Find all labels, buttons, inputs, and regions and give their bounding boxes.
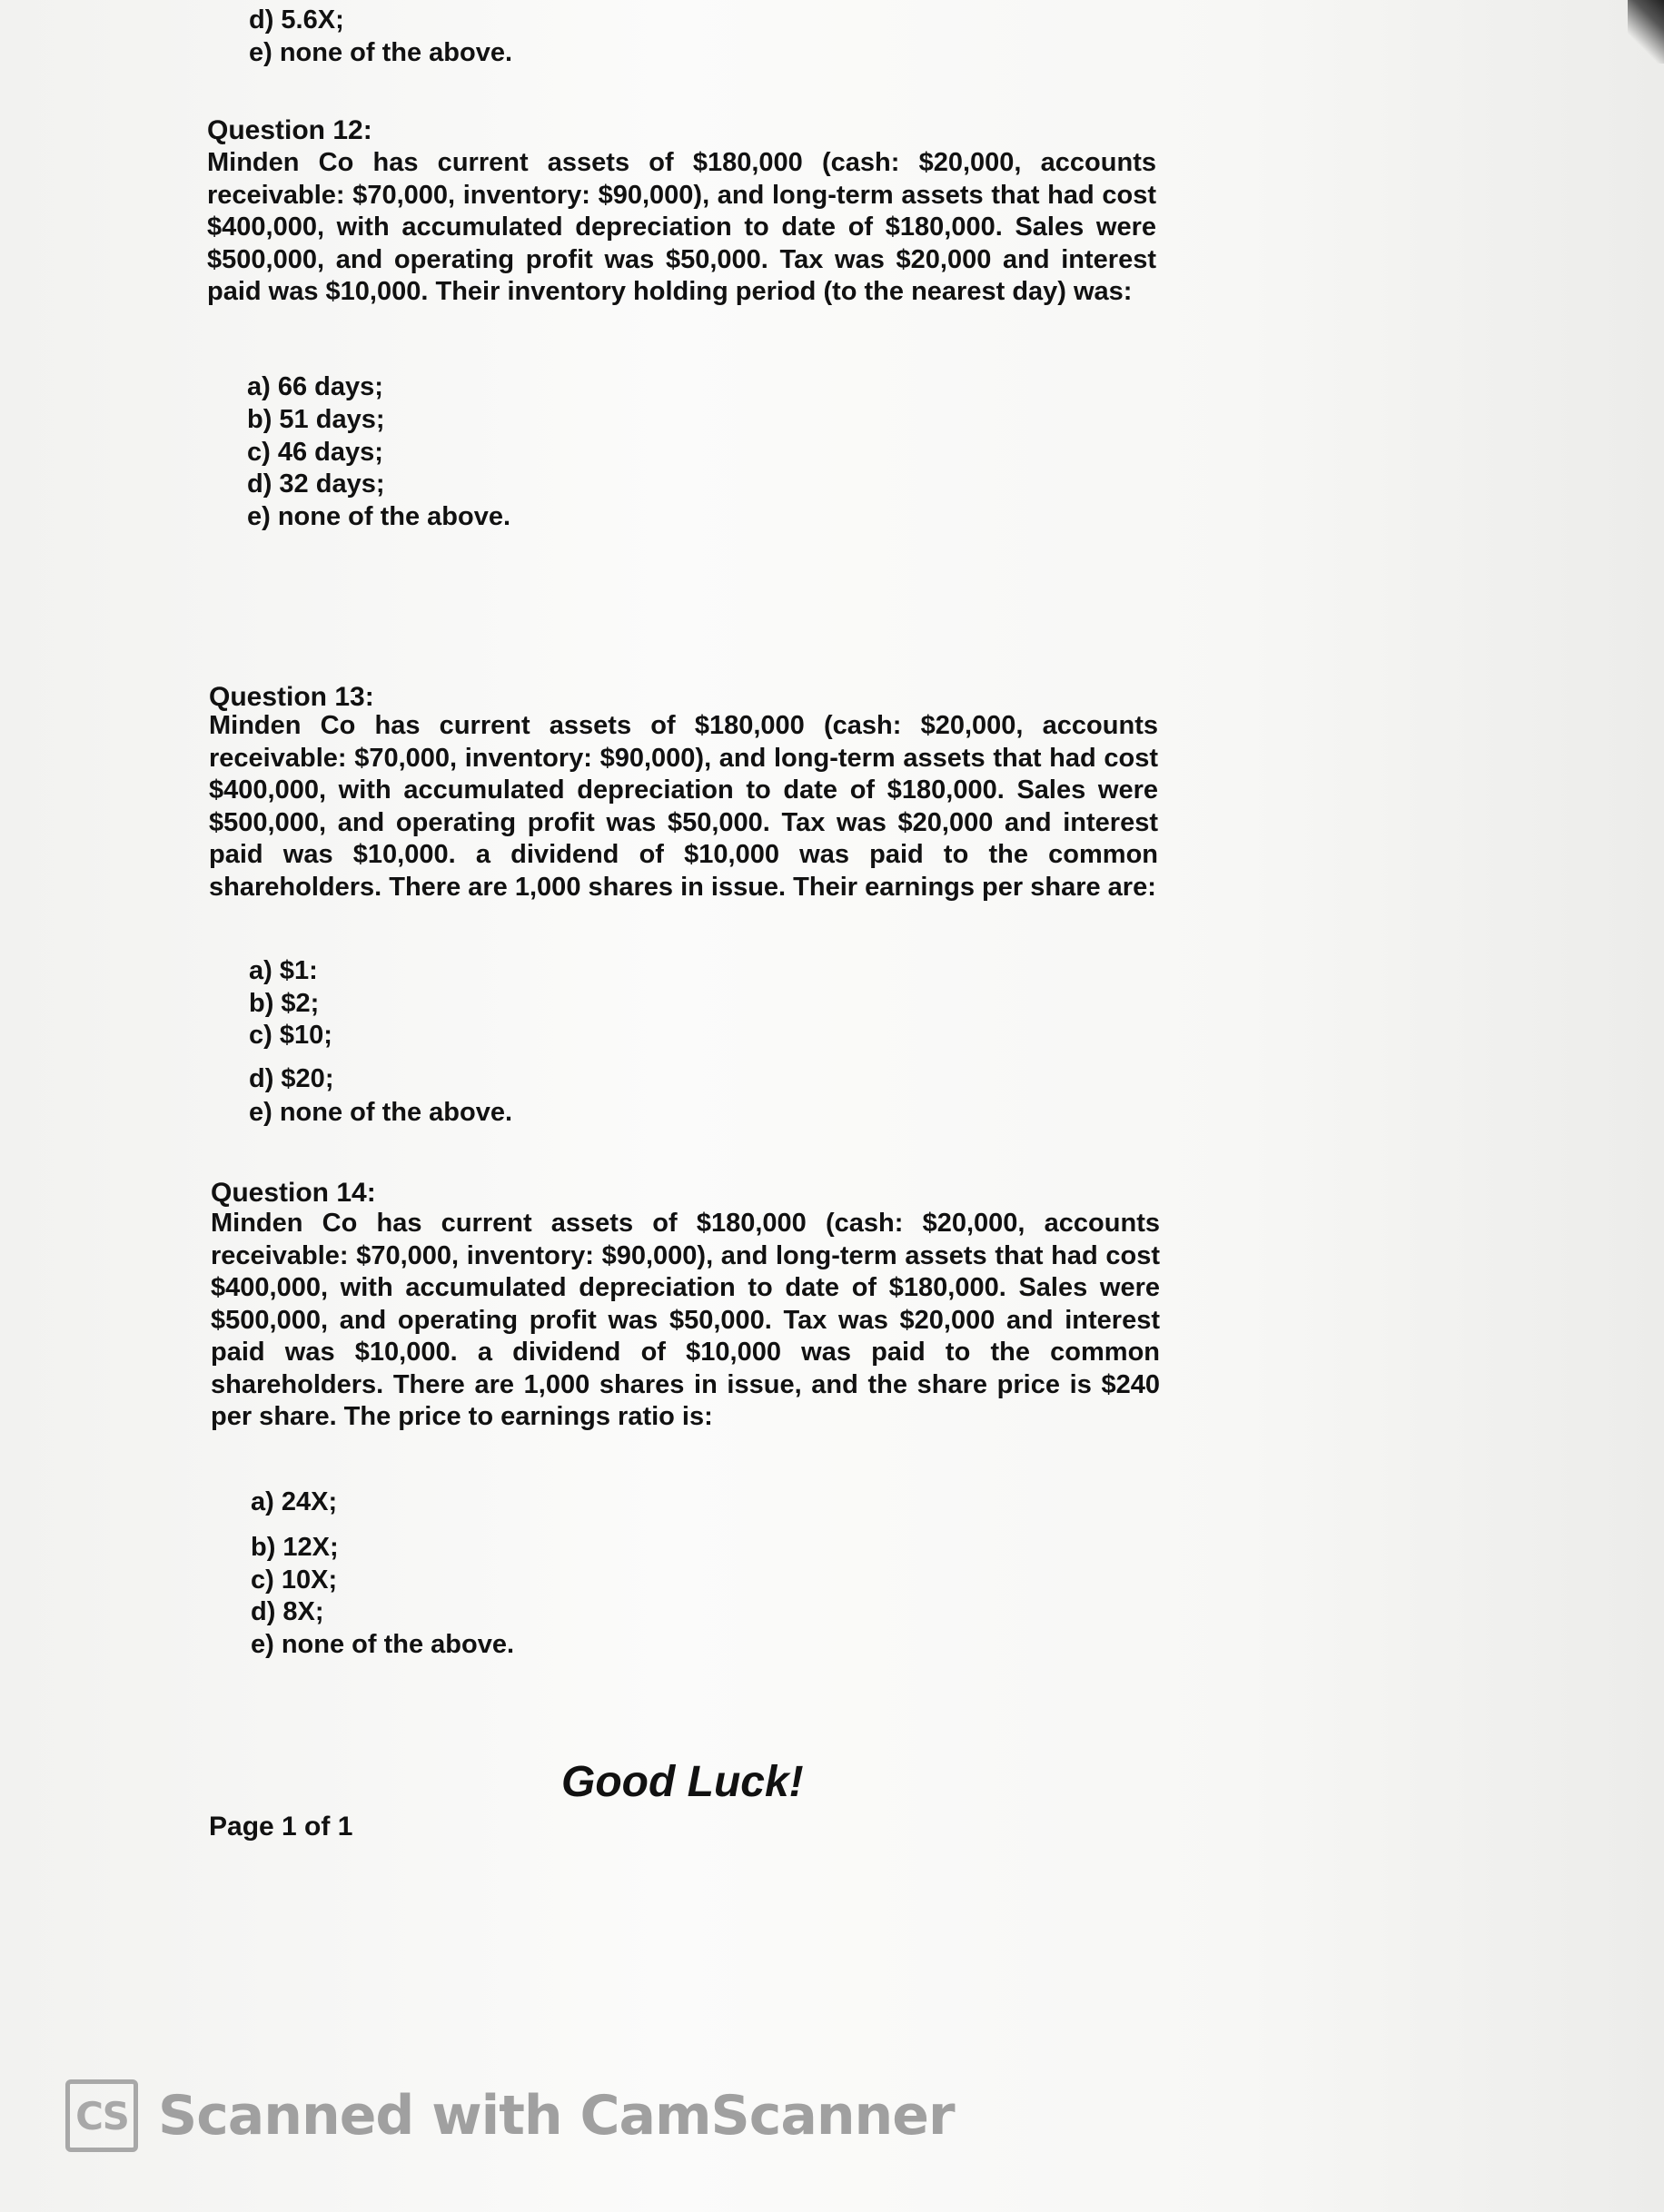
watermark-text: Scanned with CamScanner: [158, 2084, 955, 2148]
question-12-heading: Question 12:: [207, 115, 372, 145]
question-13-option-e: e) none of the above.: [249, 1098, 513, 1127]
question-14-option-b: b) 12X;: [251, 1533, 339, 1562]
question-12-option-e: e) none of the above.: [247, 502, 511, 531]
question-13-option-b: b) $2;: [249, 989, 320, 1018]
question-14-text: Minden Co has current assets of $180,000 (cash: $20,000, accounts receivable: $70,000, inventory: $90,000), and long-term assets that had cost $400,000, with accumulated depreciation to date of $180,000. Sales were $500,000, and operating profit was $50,000. Tax was $20,000 and interest paid was $10,000. a dividend of $10,000 was paid to the common shareholders. There are 1,000 shares in issue, and the share price is $240 per share. The price to earnings ratio is:: [211, 1209, 1160, 1431]
question-12-text: Minden Co has current assets of $180,000 (cash: $20,000, accounts receivable: $70,000, inventory: $90,000), and long-term assets that had cost $400,000, with accumulated depreciation to date of $180,000. Sales were $500,000, and operating profit was $50,000. Tax was $20,000 and interest paid was $10,000. Their inventory holding period (to the nearest day) was:: [207, 148, 1156, 306]
question-12-option-b: b) 51 days;: [247, 405, 385, 434]
question-12-option-c: c) 46 days;: [247, 438, 383, 467]
question-13-option-d: d) $20;: [249, 1064, 334, 1093]
question-13-text: Minden Co has current assets of $180,000 (cash: $20,000, accounts receivable: $70,000, inventory: $90,000), and long-term assets that had cost $400,000, with accumulated depreciation to date of $180,000. Sales were $500,000, and operating profit was $50,000. Tax was $20,000 and interest paid was $10,000. a dividend of $10,000 was paid to the common shareholders. There are 1,000 shares in issue. Their earnings per share are:: [209, 711, 1158, 902]
question-14-option-e: e) none of the above.: [251, 1630, 515, 1659]
camscanner-watermark: [65, 2078, 956, 2154]
camscanner-logo-icon: CS: [65, 2079, 138, 2152]
question-13-option-c: c) $10;: [249, 1021, 332, 1050]
prev-option-e: e) none of the above.: [249, 38, 513, 67]
question-14-option-a: a) 24X;: [251, 1487, 338, 1516]
closing-message: Good Luck!: [561, 1758, 804, 1806]
question-14-option-c: c) 10X;: [251, 1565, 338, 1595]
page-number: Page 1 of 1: [209, 1812, 353, 1842]
page-corner-shadow: [1628, 0, 1664, 64]
question-14-heading: Question 14:: [211, 1178, 376, 1208]
question-12-option-d: d) 32 days;: [247, 469, 385, 499]
question-13-option-a: a) $1:: [249, 956, 318, 985]
prev-option-d: d) 5.6X;: [249, 5, 344, 35]
question-13-heading: Question 13:: [209, 682, 374, 712]
question-14-option-d: d) 8X;: [251, 1597, 324, 1626]
question-12-option-a: a) 66 days;: [247, 372, 383, 401]
